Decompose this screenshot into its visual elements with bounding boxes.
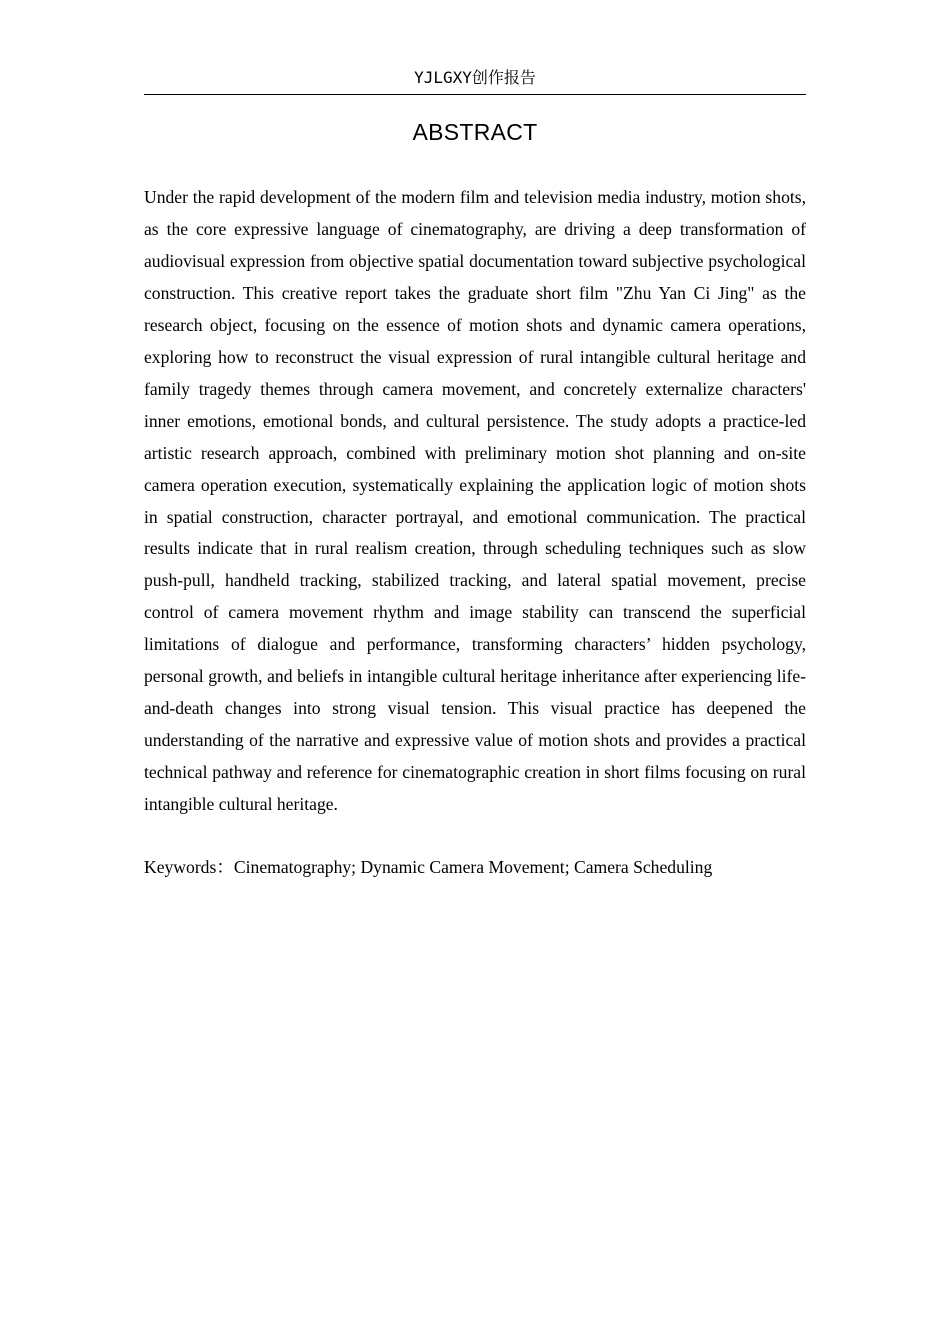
abstract-body: Under the rapid development of the modern film and television media industry, motion shots, as the core expressive language of cinematography, are driving a deep transformation of audiovisual expression from objective spatial documentation toward subjective psychological construction. This creative report takes the graduate short film "Zhu Yan Ci Jing" as the research object, focusing on the essence of motion shots and dynamic camera operations, exploring how to reconstruct the visual expression of rural intangible cultural heritage and family tragedy themes through camera movement, and concretely externalize characters' inner emotions, emotional bonds, and cultural persistence. The study adopts a practice-led artistic research approach, combined with preliminary motion shot planning and on-site camera operation execution, systematically explaining the application logic of motion shots in spatial construction, character portrayal, and emotional communication. The practical results indicate that in rural realism creation, through scheduling techniques such as slow push-pull, handheld tracking, stabilized tracking, and lateral spatial movement, precise control of camera movement rhythm and image stability can transcend the superficial limitations of dialogue and performance, transforming characters’ hidden psychology, personal growth, and beliefs in intangible cultural heritage inheritance after experiencing life-and-death changes into strong visual tension. This visual practice has deepened the understanding of the narrative and expressive value of motion shots and provides a practical technical pathway and reference for cinematographic creation in short films focusing on rural intangible cultural heritage. [144,187,806,815]
abstract-title: ABSTRACT [412,119,538,145]
header-rule [144,94,806,95]
keywords-line [144,852,806,884]
keywords-label: Keywords： [144,857,234,877]
keywords-list: Cinematography; Dynamic Camera Movement; Camera Scheduling [233,857,713,877]
running-header: YJLGXY创作报告 [414,68,536,87]
